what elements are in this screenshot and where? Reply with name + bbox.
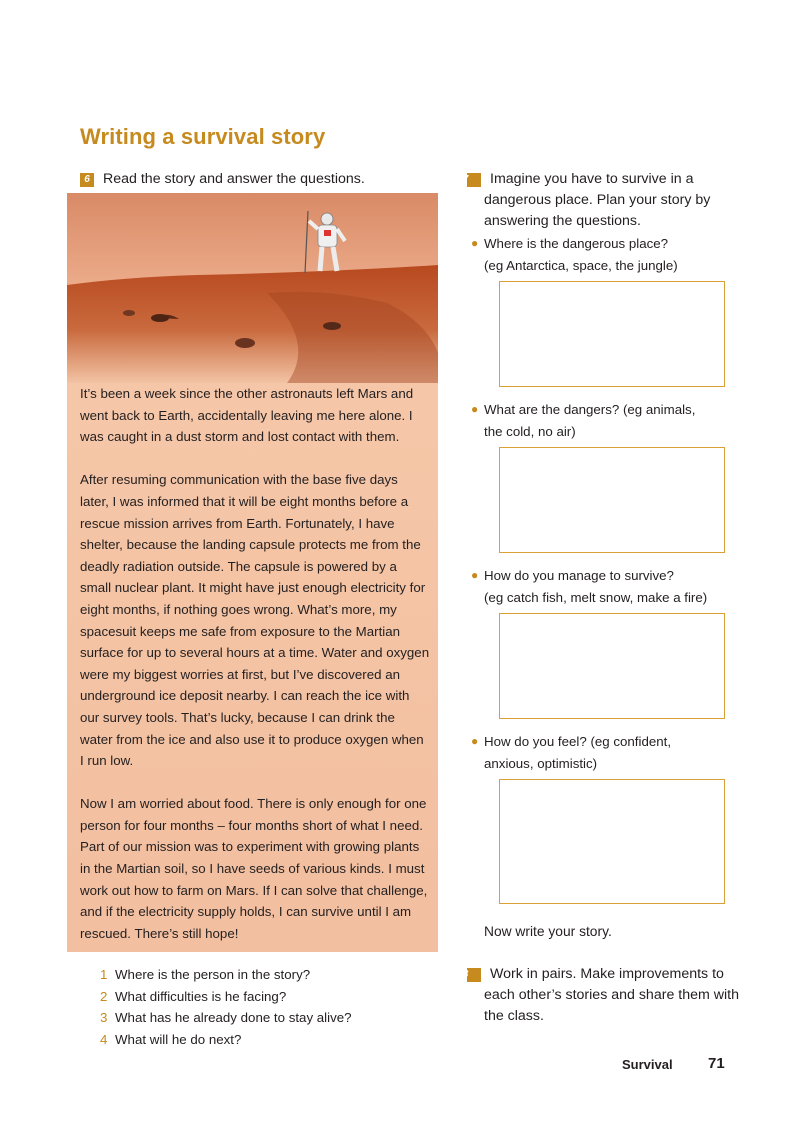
exercise-number-badge: 8 <box>467 968 481 982</box>
comprehension-questions <box>100 964 352 1050</box>
question-number: 3 <box>100 1010 108 1026</box>
page-title: Writing a survival story <box>80 124 326 149</box>
story-panel <box>67 193 438 952</box>
question-number: 4 <box>100 1031 108 1047</box>
exercise-8-text: Work in pairs. Make improvements to each other’s stories and share them with the class. <box>484 966 739 1024</box>
story-paragraph-3: Now I am worried about food. There is only enough for one person for four months – four months short of what I need. Part of our mission was to experiment with growing plants in the Martian soil, so I have seeds of various kinds. I must work out how to farm on Mars. If I can solve that challenge, and if the electricity supply holds, I can survive until I am rescued. There’s still hope! <box>80 796 428 941</box>
exercise-8-instruction <box>462 964 754 1027</box>
page-number: 71 <box>708 1055 725 1072</box>
exercise-number-badge: 6 <box>80 173 94 187</box>
question-item <box>100 964 352 986</box>
prompt-hint: (eg catch fish, melt snow, make a fire) <box>484 589 708 605</box>
answer-box-3[interactable] <box>499 613 725 719</box>
question-number: 2 <box>100 988 108 1004</box>
prompt-question: How do you manage to survive? <box>484 568 674 583</box>
story-paragraph-2: After resuming communication with the base five days later, I was informed that it will be eight months before a rescue mission arrives from Earth. Fortunately, I have shelter, because the landing capsule protects me from the deadly radiation outside. The capsule is powered by a small nuclear plant. It might have just enough electricity for eight months, if nothing goes wrong. What’s more, my spacesuit keeps me safe from exposure to the Martian surface for up to several hours at a time. Water and oxygen were my biggest worries at first, but I’ve discovered an underground ice deposit nearby. I can reach the ice with our survey tools. That’s lucky, because I can drink the water from the ice and also use it to produce oxygen when I run low. <box>80 472 430 769</box>
question-text: What will he do next? <box>115 1031 242 1047</box>
bullet-icon: ● <box>471 568 479 582</box>
prompt-hint: anxious, optimistic) <box>484 755 598 771</box>
question-item <box>100 1029 352 1051</box>
prompt-question: What are the dangers? (eg animals, <box>484 402 696 417</box>
exercise-6-instruction <box>80 169 365 190</box>
mars-astronaut-image <box>67 193 438 383</box>
question-number: 1 <box>100 967 108 982</box>
prompt-question: Where is the dangerous place? <box>484 236 669 251</box>
answer-box-2[interactable] <box>499 447 725 553</box>
prompt-hint: the cold, no air) <box>484 423 576 439</box>
exercise-7-text: Imagine you have to survive in a dangerous place. Plan your story by answering the questions. <box>484 171 711 229</box>
answer-box-1[interactable] <box>499 281 725 387</box>
footer-section-title: Survival <box>622 1057 673 1072</box>
story-text <box>80 383 430 966</box>
planning-prompt-4 <box>471 731 724 774</box>
answer-box-4[interactable] <box>499 779 725 904</box>
bullet-icon: ● <box>471 734 479 748</box>
story-paragraph-1: It’s been a week since the other astronauts left Mars and went back to Earth, accidentally leaving me here alone. I was caught in a dust storm and lost contact with them. <box>80 386 414 445</box>
exercise-7-instruction <box>462 169 754 232</box>
bullet-icon: ● <box>471 402 479 416</box>
question-text: Where is the person in the story? <box>115 967 311 982</box>
prompt-hint: (eg Antarctica, space, the jungle) <box>484 257 678 273</box>
now-write-instruction: Now write your story. <box>484 924 612 939</box>
question-item <box>100 1007 352 1029</box>
planning-prompt-2 <box>471 399 724 442</box>
planning-prompt-1 <box>471 233 724 276</box>
planning-prompt-3 <box>471 565 724 608</box>
question-text: What has he already done to stay alive? <box>115 1010 352 1026</box>
exercise-6-text: Read the story and answer the questions. <box>103 171 365 187</box>
question-text: What difficulties is he facing? <box>115 988 287 1004</box>
question-item <box>100 986 352 1008</box>
exercise-number-badge: 7 <box>467 173 481 187</box>
prompt-question: How do you feel? (eg confident, <box>484 734 672 749</box>
bullet-icon: ● <box>471 236 479 250</box>
